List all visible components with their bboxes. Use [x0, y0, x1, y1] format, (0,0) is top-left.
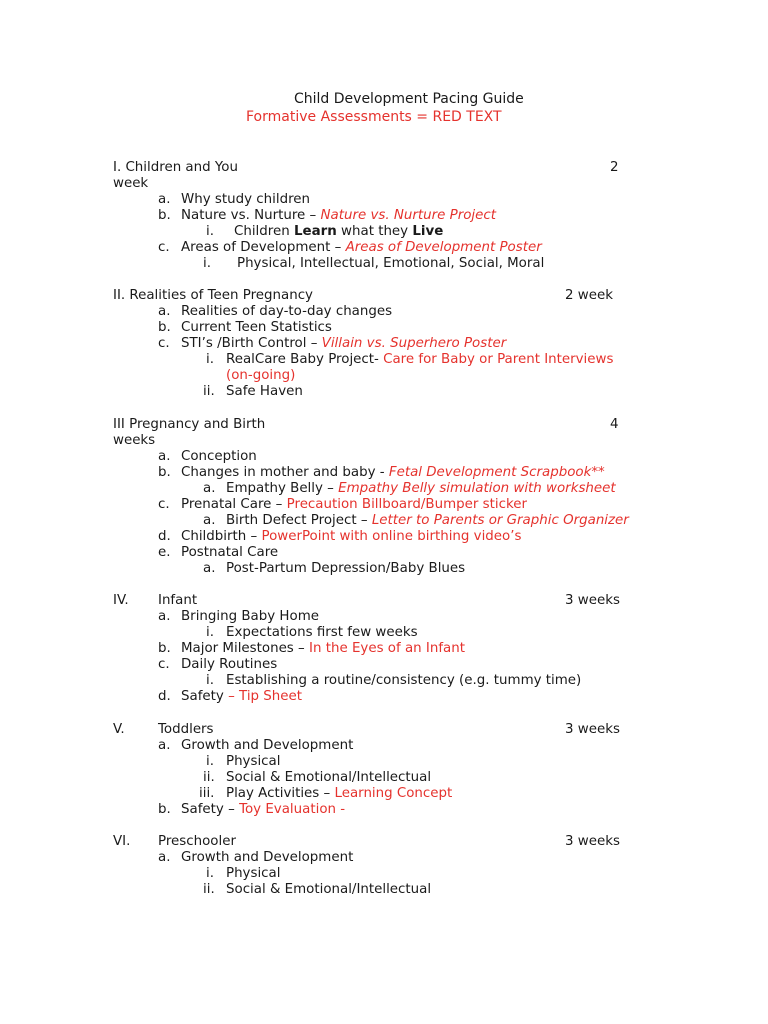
assessment-text: Precaution Billboard/Bumper sticker — [286, 497, 527, 512]
section-1-duration-number: 2 — [610, 160, 619, 175]
list-item: Physical, Intellectual, Emotional, Social, Moral — [237, 256, 545, 271]
section-6-duration: 3 weeks — [565, 834, 620, 849]
item-text: Children — [234, 224, 290, 239]
list-marker: a. — [158, 449, 171, 464]
list-item — [181, 802, 345, 818]
list-marker: c. — [158, 497, 170, 512]
section-6-number: VI. — [113, 834, 131, 849]
section-3-duration-number: 4 — [610, 417, 619, 432]
list-item — [226, 513, 629, 529]
item-text: what they — [341, 224, 409, 239]
list-item: Realities of day-to-day changes — [181, 304, 393, 319]
assessment-text: In the Eyes of an Infant — [309, 641, 466, 656]
list-item — [181, 641, 465, 657]
list-item: Daily Routines — [181, 657, 278, 672]
assessment-text: Toy Evaluation - — [239, 802, 346, 817]
list-item: Social & Emotional/Intellectual — [226, 882, 432, 897]
assessment-text: PowerPoint with online birthing video’s — [261, 529, 522, 544]
list-marker: b. — [158, 802, 171, 817]
bold-text: Learn — [293, 224, 337, 239]
item-text: Play Activities – — [226, 786, 331, 801]
assessment-text: Care for Baby or Parent Interviews — [383, 352, 614, 367]
list-marker: i. — [206, 224, 214, 239]
list-item: Post-Partum Depression/Baby Blues — [226, 561, 466, 576]
list-item — [226, 481, 616, 497]
list-marker: a. — [158, 738, 171, 753]
list-marker: i. — [206, 866, 214, 881]
section-2-heading: II. Realities of Teen Pregnancy — [113, 288, 313, 303]
list-marker: i. — [206, 673, 214, 688]
assessment-text-continued: (on-going) — [226, 368, 296, 383]
list-marker: i. — [206, 352, 214, 367]
item-text: Nature vs. Nurture – — [181, 208, 317, 223]
section-5-duration: 3 weeks — [565, 722, 620, 737]
list-item: Growth and Development — [181, 738, 354, 753]
item-text: Major Milestones – — [181, 641, 305, 656]
list-item — [181, 497, 527, 513]
list-item: Why study children — [181, 192, 311, 207]
item-text: Changes in mother and baby - — [181, 465, 385, 480]
item-text: STI’s /Birth Control – — [181, 336, 318, 351]
list-item: Postnatal Care — [181, 545, 279, 560]
item-text: Childbirth – — [181, 529, 258, 544]
assessment-text: Learning Concept — [334, 786, 453, 801]
list-marker: ii. — [203, 882, 215, 897]
item-text: Empathy Belly – — [226, 481, 334, 496]
list-item: Social & Emotional/Intellectual — [226, 770, 432, 785]
list-marker: i. — [203, 256, 211, 271]
list-marker: a. — [158, 304, 171, 319]
list-item: Expectations first few weeks — [226, 625, 418, 640]
list-marker: b. — [158, 320, 171, 335]
list-marker: d. — [158, 689, 171, 704]
list-marker: a. — [203, 561, 216, 576]
list-item — [226, 786, 452, 802]
list-item — [226, 352, 613, 368]
list-marker: iii. — [199, 786, 215, 801]
list-item: Growth and Development — [181, 850, 354, 865]
list-marker: b. — [158, 641, 171, 656]
list-marker: a. — [158, 609, 171, 624]
section-3-duration-unit: weeks — [113, 433, 156, 448]
list-item: Physical — [226, 754, 281, 769]
list-marker: b. — [158, 208, 171, 223]
list-marker: a. — [203, 481, 216, 496]
section-4-duration: 3 weeks — [565, 593, 620, 608]
list-marker: a. — [158, 192, 171, 207]
list-item: Bringing Baby Home — [181, 609, 319, 624]
list-item — [181, 208, 496, 224]
section-3-heading: III Pregnancy and Birth — [113, 417, 266, 432]
list-marker: a. — [203, 513, 216, 528]
item-text: Prenatal Care – — [181, 497, 283, 512]
list-marker: ii. — [203, 384, 215, 399]
list-marker: d. — [158, 529, 171, 544]
list-item — [234, 224, 443, 240]
list-marker: a. — [158, 850, 171, 865]
item-text: RealCare Baby Project- — [226, 352, 379, 367]
list-marker: e. — [158, 545, 171, 560]
list-marker: c. — [158, 657, 170, 672]
assessment-text: Villain vs. Superhero Poster — [321, 336, 507, 351]
list-marker: c. — [158, 336, 170, 351]
item-text: Safety – — [181, 802, 235, 817]
list-marker: i. — [206, 754, 214, 769]
list-item: Conception — [181, 449, 257, 464]
assessment-text: Nature vs. Nurture Project — [320, 208, 496, 223]
section-1-duration-unit: week — [113, 176, 149, 191]
section-5-heading: Toddlers — [158, 722, 214, 737]
list-marker: c. — [158, 240, 170, 255]
bold-text: Live — [412, 224, 444, 239]
list-item: Establishing a routine/consistency (e.g. tummy time) — [226, 673, 582, 688]
item-text: Birth Defect Project – — [226, 513, 368, 528]
assessment-text: – Tip Sheet — [228, 689, 303, 704]
section-4-number: IV. — [113, 593, 129, 608]
list-item — [181, 336, 506, 352]
assessment-text: Areas of Development Poster — [345, 240, 542, 255]
page-subtitle: Formative Assessments = RED TEXT — [246, 109, 502, 125]
item-text: Areas of Development – — [181, 240, 342, 255]
assessment-text: Empathy Belly simulation with worksheet — [338, 481, 616, 496]
list-marker: i. — [206, 625, 214, 640]
item-text: Safety — [181, 689, 224, 704]
list-marker: ii. — [203, 770, 215, 785]
section-2-duration: 2 week — [565, 288, 613, 303]
list-item — [181, 529, 521, 545]
page-title: Child Development Pacing Guide — [294, 91, 524, 107]
section-6-heading: Preschooler — [158, 834, 236, 849]
section-5-number: V. — [113, 722, 125, 737]
section-1-heading: I. Children and You — [113, 160, 238, 175]
list-marker: b. — [158, 465, 171, 480]
section-4-heading: Infant — [158, 593, 198, 608]
assessment-text: Fetal Development Scrapbook** — [388, 465, 605, 480]
list-item: Safe Haven — [226, 384, 303, 399]
list-item: Current Teen Statistics — [181, 320, 332, 335]
list-item — [181, 689, 302, 705]
assessment-text: Letter to Parents or Graphic Organizer — [371, 513, 629, 528]
list-item — [181, 465, 605, 481]
list-item: Physical — [226, 866, 281, 881]
list-item — [181, 240, 542, 256]
